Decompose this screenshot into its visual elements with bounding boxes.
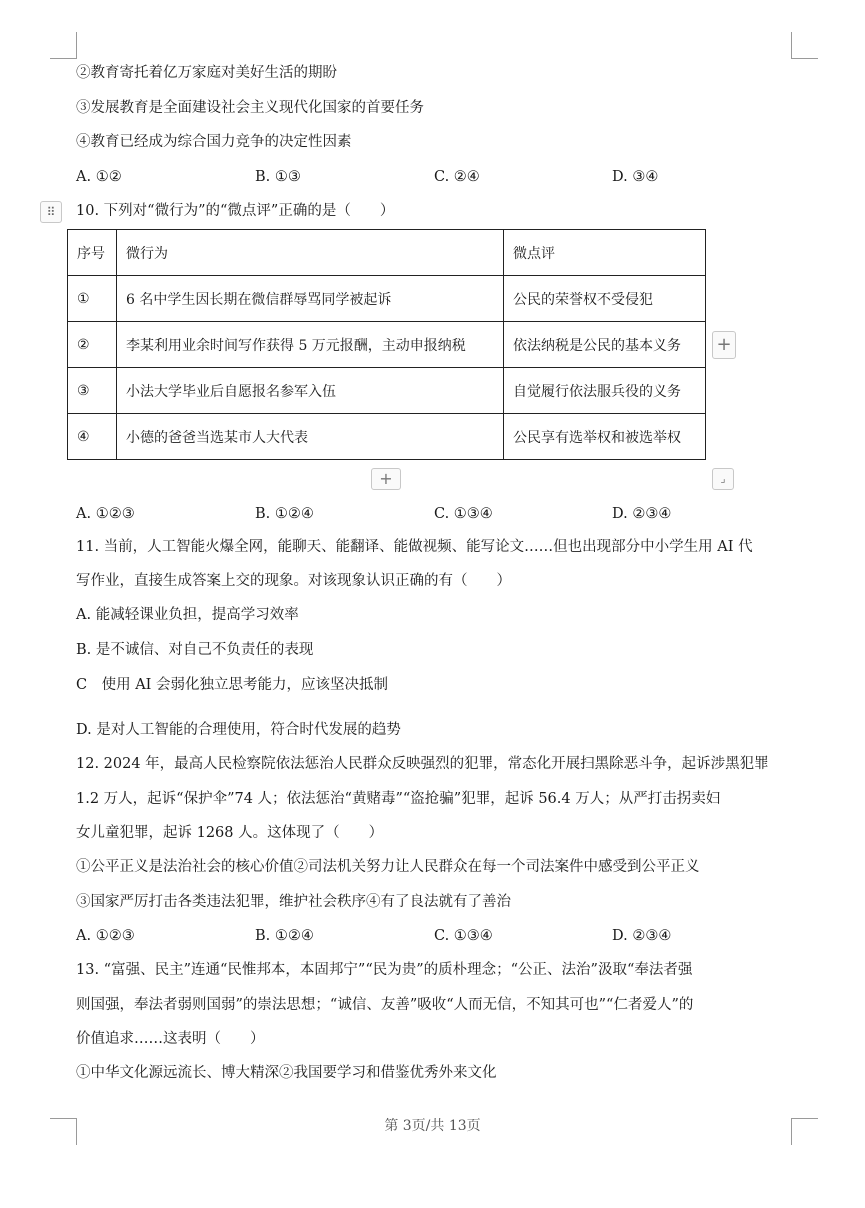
q13-stem-line1: 13. “富强、民主”连通“民惟邦本，本固邦宁”“民为贵”的质朴理念；“公正、法治”汲取“奉法者强: [76, 962, 693, 978]
header-cell-behavior: 微行为: [117, 230, 504, 276]
q12-stem-line1: 12. 2024 年，最高人民检察院依法惩治人民群众反映强烈的犯罪，常态化开展扫黑除恶斗争，起诉涉黑犯罪: [76, 756, 769, 772]
q9-option-a: A. ①②: [76, 169, 122, 185]
q11-option-c: C 使用 AI 会弱化独立思考能力，应该坚决抵制: [76, 677, 389, 693]
table-cell: 自觉履行依法服兵役的义务: [504, 368, 706, 414]
table-cell: ④: [68, 414, 117, 460]
q9-statement-3: ③发展教育是全面建设社会主义现代化国家的首要任务: [76, 100, 424, 116]
table-cell: ③: [68, 368, 117, 414]
table-cell: 小德的爸爸当选某市人大代表: [117, 414, 504, 460]
table-header-row: [68, 230, 706, 276]
q9-statement-2: ②教育寄托着亿万家庭对美好生活的期盼: [76, 65, 337, 81]
q10-stem: 10. 下列对“微行为”的“微点评”正确的是（ ）: [76, 203, 395, 219]
table-cell: 小法大学毕业后自愿报名参军入伍: [117, 368, 504, 414]
q12-option-c: C. ①③④: [434, 928, 493, 944]
table-cell: 李某利用业余时间写作获得 5 万元报酬，主动申报纳税: [117, 322, 504, 368]
q9-option-d: D. ③④: [612, 169, 659, 185]
table-cell: ①: [68, 276, 117, 322]
add-column-button[interactable]: +: [712, 331, 736, 359]
table-cell: 公民的荣誉权不受侵犯: [504, 276, 706, 322]
table-resize-icon[interactable]: ⌟: [712, 468, 734, 490]
q10-option-a: A. ①②③: [76, 506, 135, 522]
table-row: [68, 368, 706, 414]
q9-option-c: C. ②④: [434, 169, 480, 185]
header-cell-index: 序号: [68, 230, 117, 276]
q13-statements-1: ①中华文化源远流长、博大精深②我国要学习和借鉴优秀外来文化: [76, 1065, 497, 1081]
q11-option-d: D. 是对人工智能的合理使用，符合时代发展的趋势: [76, 722, 401, 738]
q12-statements-1: ①公平正义是法治社会的核心价值②司法机关努力让人民群众在每一个司法案件中感受到公平正义: [76, 859, 700, 875]
page-number: 第 3页/共 13页: [384, 1118, 481, 1134]
crop-mark-top-left: [50, 32, 77, 59]
q11-option-a: A. 能减轻课业负担，提高学习效率: [76, 607, 299, 623]
q12-option-b: B. ①②④: [255, 928, 314, 944]
table-cell: 6 名中学生因长期在微信群辱骂同学被起诉: [117, 276, 504, 322]
q10-option-c: C. ①③④: [434, 506, 493, 522]
add-row-button[interactable]: +: [371, 468, 401, 490]
crop-mark-top-right: [791, 32, 818, 59]
q10-option-d: D. ②③④: [612, 506, 672, 522]
q9-statement-4: ④教育已经成为综合国力竞争的决定性因素: [76, 134, 352, 150]
q12-statements-2: ③国家严厉打击各类违法犯罪，维护社会秩序④有了良法就有了善治: [76, 894, 511, 910]
q13-stem-line2: 则国强，奉法者弱则国弱”的崇法思想；“诚信、友善”吸收“人而无信，不知其可也”“仁者爱人”的: [76, 997, 694, 1013]
q10-option-b: B. ①②④: [255, 506, 314, 522]
q12-stem-line3: 女儿童犯罪，起诉 1268 人。这体现了（ ）: [76, 825, 384, 841]
table-cell: 依法纳税是公民的基本义务: [504, 322, 706, 368]
table-row: [68, 276, 706, 322]
q11-option-b: B. 是不诚信、对自己不负责任的表现: [76, 642, 314, 658]
q13-stem-line3: 价值追求……这表明（ ）: [76, 1031, 265, 1047]
table-row: [68, 322, 706, 368]
table-drag-handle[interactable]: ⠿: [40, 201, 62, 223]
q10-table: [67, 229, 706, 460]
q12-option-d: D. ②③④: [612, 928, 672, 944]
q12-stem-line2: 1.2 万人，起诉“保护伞”74 人；依法惩治“黄赌毒”“盗抢骗”犯罪，起诉 56.4 万人；从严打击拐卖妇: [76, 791, 721, 807]
q11-stem-line1: 11. 当前，人工智能火爆全网，能聊天、能翻译、能做视频、能写论文……但也出现部分中小学生用 AI 代: [76, 539, 753, 555]
header-cell-comment: 微点评: [504, 230, 706, 276]
table-cell: ②: [68, 322, 117, 368]
table-cell: 公民享有选举权和被选举权: [504, 414, 706, 460]
table-row: [68, 414, 706, 460]
q9-option-b: B. ①③: [255, 169, 301, 185]
q11-stem-line2: 写作业，直接生成答案上交的现象。对该现象认识正确的有（ ）: [76, 573, 511, 589]
q12-option-a: A. ①②③: [76, 928, 135, 944]
